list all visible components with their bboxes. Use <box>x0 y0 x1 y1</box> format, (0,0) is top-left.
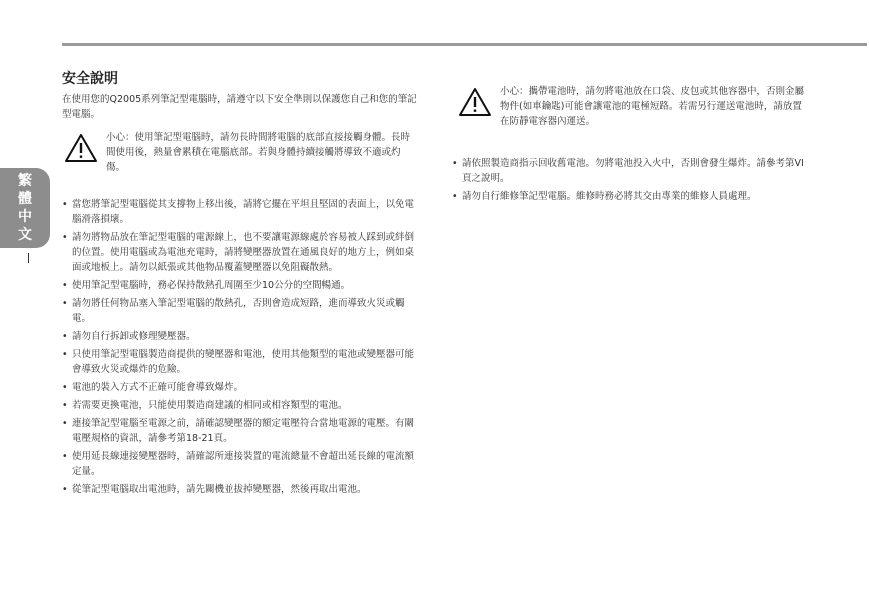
list-item: • 連接筆記型電腦至電源之前，請確認變壓器的額定電壓符合當地電源的電壓。有關電壓規格的資訊，請參考第18-21頁。 <box>62 416 417 446</box>
list-item: • 請勿自行維修筆記型電腦。維修時務必將其交由專業的維修人員處理。 <box>452 189 810 204</box>
language-tab <box>0 168 50 248</box>
caution-note-left <box>64 130 414 175</box>
list-item: • 使用筆記型電腦時，務必保持散熱孔周圍至少10公分的空間暢通。 <box>62 278 417 293</box>
warning-icon <box>458 87 492 117</box>
language-tab-char: 中 <box>18 209 32 225</box>
page-title: 安全說明 <box>62 71 118 87</box>
safety-list-left <box>62 197 417 500</box>
caution-note-right <box>458 84 810 129</box>
list-item: • 請勿將物品放在筆記型電腦的電源線上，也不要讓電源線處於容易被人踩到或絆倒的位置。使用電腦或為電池充電時，請將變壓器放置在通風良好的地方上，例如桌面或地板上。請勿以紙張或其他物品覆蓋變壓器以免阻礙散熱。 <box>62 230 417 275</box>
intro-paragraph: 在使用您的Q2005系列筆記型電腦時，請遵守以下安全準則以保護您自己和您的筆記型電腦。 <box>62 94 417 120</box>
list-item: • 請勿將任何物品塞入筆記型電腦的散熱孔，否則會造成短路，進而導致火災或觸電。 <box>62 296 417 326</box>
caution-text: 小心：使用筆記型電腦時，請勿長時間將電腦的底部直接接觸身體。長時間使用後，熱量會累積在電腦底部。若與身體持續接觸將導致不適或灼傷。 <box>106 132 411 173</box>
top-rule <box>62 43 867 46</box>
list-item: • 使用延長線連接變壓器時，請確認所連接裝置的電流總量不會超出延長線的電流額定量。 <box>62 449 417 479</box>
list-item: • 電池的裝入方式不正確可能會導致爆炸。 <box>62 380 417 395</box>
warning-icon <box>64 133 98 163</box>
language-tab-char: 繁 <box>18 173 32 189</box>
caution-text: 小心：攜帶電池時，請勿將電池放在口袋、皮包或其他容器中，否則金屬物件(如車鑰匙)可能會讓電池的電極短路。若需另行運送電池時，請放置在防靜電容器內運送。 <box>500 86 805 127</box>
language-tab-char: 文 <box>18 227 32 243</box>
list-item: • 只使用筆記型電腦製造商提供的變壓器和電池，使用其他類型的電池或變壓器可能會導致火災或爆炸的危險。 <box>62 347 417 377</box>
list-item: • 請勿自行拆卸或修理變壓器。 <box>62 329 417 344</box>
list-item: • 若需要更換電池，只能使用製造商建議的相同或相容類型的電池。 <box>62 398 417 413</box>
side-marker <box>28 253 29 263</box>
safety-list-right <box>452 156 810 207</box>
list-item: • 從筆記型電腦取出電池時，請先關機並拔掉變壓器，然後再取出電池。 <box>62 482 417 497</box>
list-item: • 請依照製造商指示回收舊電池。勿將電池投入火中，否則會發生爆炸。請參考第VI頁之說明。 <box>452 156 810 186</box>
language-tab-char: 體 <box>18 191 32 207</box>
list-item: • 當您將筆記型電腦從其支撐物上移出後，請將它擺在平坦且堅固的表面上，以免電腦滑落損壞。 <box>62 197 417 227</box>
